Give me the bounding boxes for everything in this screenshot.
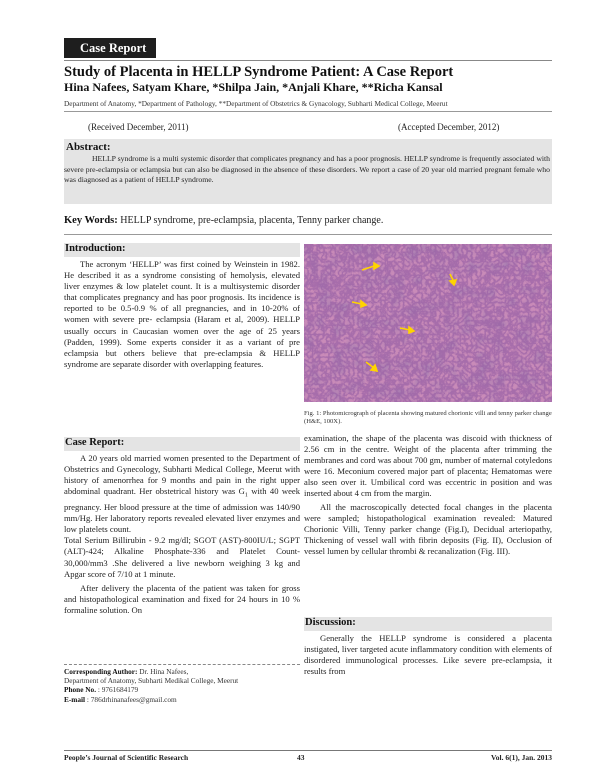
abstract-heading: Abstract: [66,141,111,153]
discussion-text [304,633,552,677]
header-rule [64,60,552,61]
article-title: Study of Placenta in HELLP Syndrome Patient: A Case Report [64,64,454,80]
case-report-heading: Case Report: [65,437,125,448]
figure-caption: Fig. 1: Photomicrograph of placenta showing matured chorionic villi and tenny parker change (H&E, 100X). [304,410,552,426]
phone-label: Phone No. [64,685,97,695]
case-report-badge: Case Report [64,38,156,58]
keywords-text: HELLP syndrome, pre-eclampsia, placenta, Tenny parker change. [117,215,384,226]
right-column-paragraph-1: examination, the shape of the placenta was discoid with thickness of 2.56 cm in the centre. Weight of the placenta after trimming the membranes and cord was about 700 gm, number of maternal cotyledons were 16. Meconium covered major part of placenta; Hematomas were also seen over it. Umbilical cord was eccentric in position and was inserted about 4 cm from the margin. [304,433,552,499]
corresponding-author-note [64,667,238,704]
case-report-p1-rest: with 40 week pregnancy. Her blood pressure at the time of admission was 140/90 mm/Hg. Her laboratory reports revealed elevated liver enzymes and low platelets count. [64,486,301,535]
keywords [64,215,383,226]
keywords-label: Key Words: [64,215,118,226]
introduction-text [64,259,300,370]
gravida-subscript: 1 [244,493,248,499]
corresponding-author-dept: Department of Anatomy, Subharti Medikal College, Meerut [64,676,239,686]
case-report-paragraph-2: Total Serium Billirubin - 9.2 mg/dl; SGOT (AST)-800IU/L; SGPT (ALT)-424; Alkaline Phosphate-336 and Platelet Count-30,000/mm3 .She delivered a live newborn weighing 3 kg and Apgar score of 7/10 at 1 minute. [64,535,300,579]
phone-number: : 9761684179 [96,685,139,695]
email-address[interactable]: : 786drhinanafees@gmail.com [85,694,177,704]
footnote-rule [64,664,300,665]
introduction-paragraph: The acronym ‘HELLP’ was first coined by Weinstein in 1982. He described it as a syndrome consisting of hemolysis, elevated liver enzymes & low platelet count. It is a multisystemic disorder that complicates pregnancy and has poor prognosis. Its incidence is reported to be 0.5-0.9 % of all pregnancies, and in 10-20% of women with severe pre- eclampsia (Haram et al, 2009). HELLP usually occurs in Caucasian women over the age of 25 years (Padden, 1999). Some experts consider it as a variant of pre eclampsia but others believe that pre-eclampsia & HELLP syndrome are separate disorder with overlapping features. [64,259,300,369]
corresponding-author-name: Dr. Hina Nafees, [137,667,189,676]
accepted-date: (Accepted December, 2012) [398,122,500,132]
received-date: (Received December, 2011) [88,122,189,132]
case-report-paragraph-1 [64,453,300,535]
volume-info: Vol. 6(1), Jan. 2013 [491,753,552,762]
email-label: E-mail [64,694,86,704]
case-report-paragraph-3: After delivery the placenta of the patient was taken for gross and histopathological examination and fixed for 24 hours in 10 % formaline solution. On [64,582,300,615]
discussion-heading: Discussion: [305,617,356,628]
footer-rule [64,750,552,751]
right-column-paragraph-2: All the macroscopically detected focal changes in the placenta were sampled; histopathological examination revealed: Matured Chorionic Villi, Tenny parker change (Fig.I), Decidual arteriopathy, Thickening of vessel wall with fibrin deposits (Fig. II), Occlusion of vessel lumen by cellular thrombi & recanalization (Fig. III). [304,501,552,556]
discussion-paragraph: Generally the HELLP syndrome is considered a placenta instigated, liver targeted acute inflammatory condition with elements of disordered immunological processes. Like severe pre-eclampsia, it results from [304,633,552,677]
photomicrograph-image [304,244,552,402]
article-affiliation: Department of Anatomy, *Department of Pathology, **Department of Obstetrics & Gynacology, Subharti Medical College, Meerut [64,99,448,108]
case-report-p1-text: A 20 years old married women presented to the Department of Obstetrics and Gynecology, Subharti Medical College, Meerut with history of amenorrhea for 9 months and pain in the right upper abdominal quadrant. Her obstetrical history was G [64,453,300,497]
abstract-text: HELLP syndrome is a multi systemic disorder that complicates pregnancy and has a poor prognosis. HELLP syndrome is frequently associated with severe pre-eclampsia or eclampsia but can also be diagnosed in the absence of these disorders. We report a case of 20 year old married pregnant female who was diagnosed as a patient of HELLP syndrome. [64,154,550,185]
right-column-text [304,433,552,557]
introduction-heading: Introduction: [65,243,126,254]
case-report-text [64,453,300,616]
article-authors: Hina Nafees, Satyam Khare, *Shilpa Jain, *Anjali Khare, **Richa Kansal [64,80,443,94]
keywords-rule [64,234,552,235]
affiliation-rule [64,111,552,112]
placenta-photomicrograph [304,244,552,402]
corresponding-author-label: Corresponding Author: [64,667,138,676]
journal-name: People’s Journal of Scientific Research [64,753,189,762]
page-number: 43 [297,753,305,762]
